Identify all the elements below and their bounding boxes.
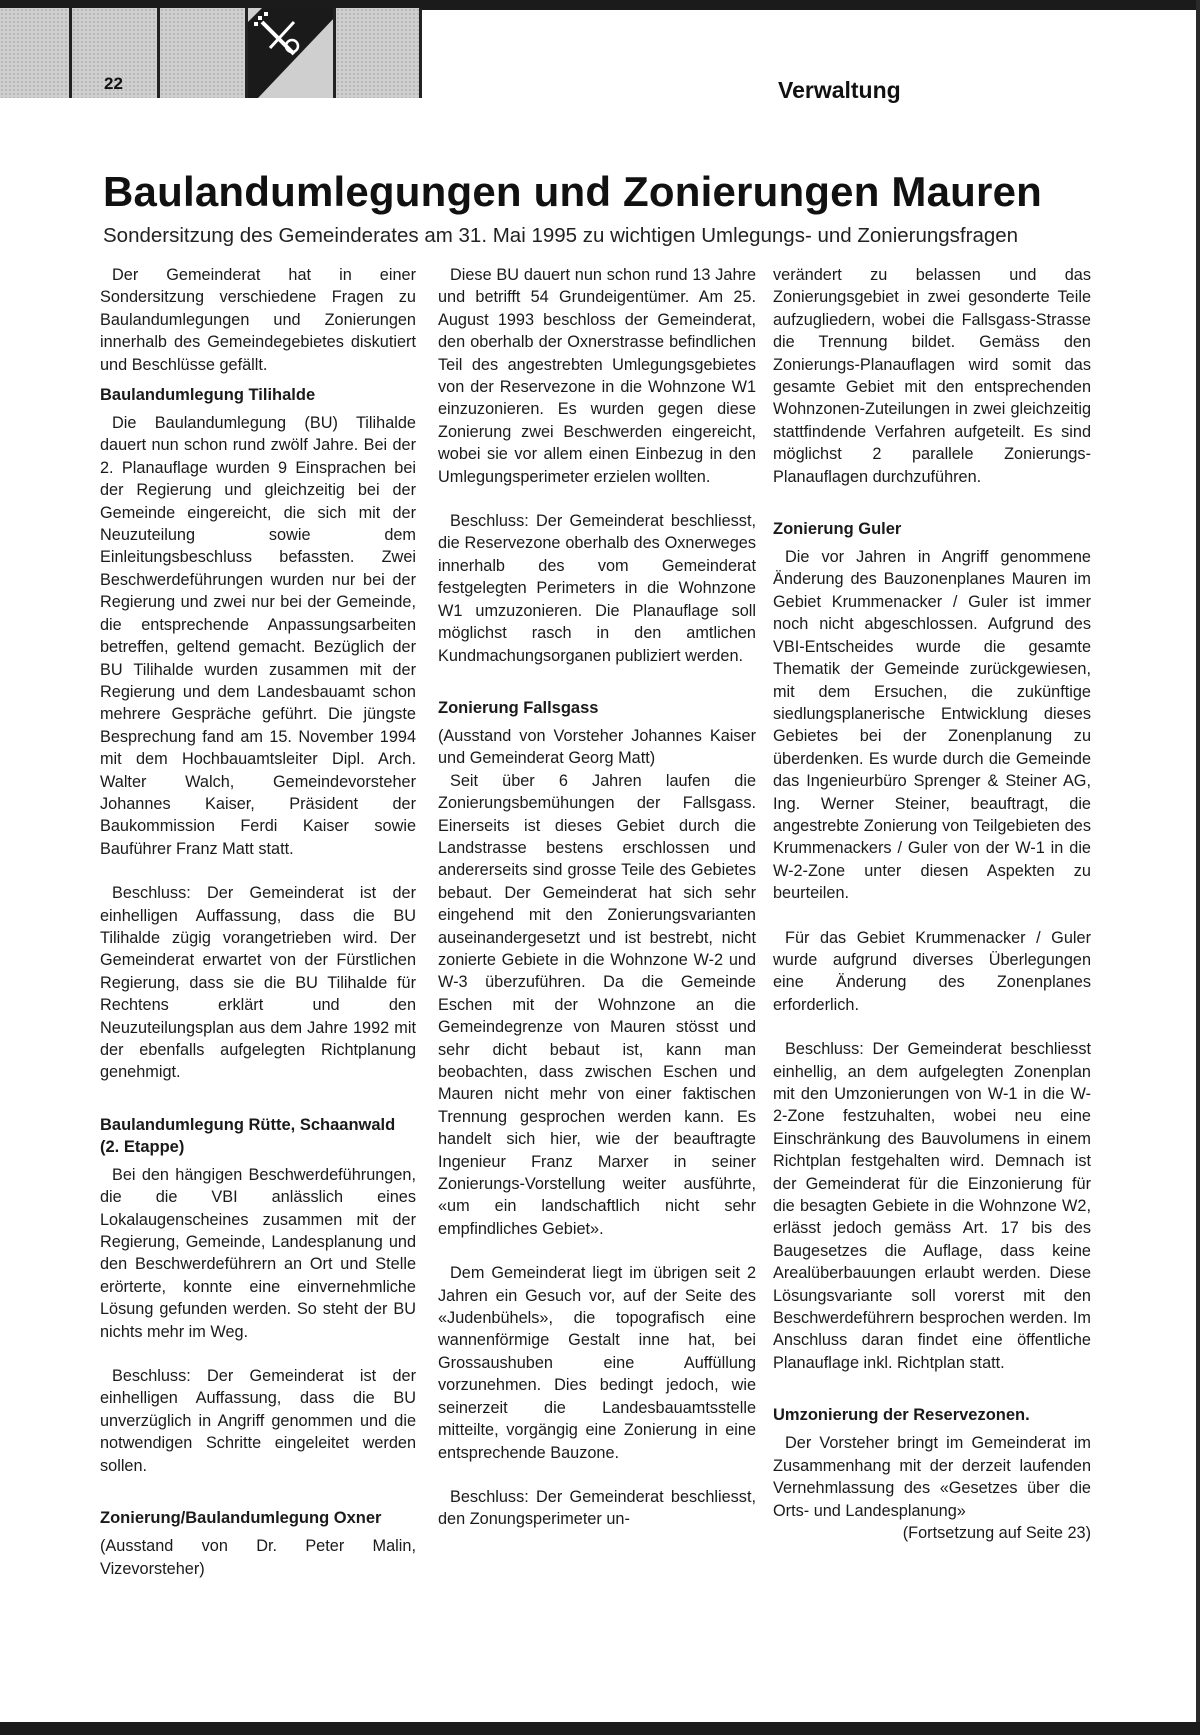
text-column-1 xyxy=(100,264,416,1580)
paragraph-reservezonen: Der Vorsteher bringt im Gemeinderat im Zusammenhang mit der derzeit laufenden Vernehmlassung des «Gesetzes über die Orts- und Landesplanung» xyxy=(773,1434,1091,1520)
header-cell xyxy=(336,8,422,98)
municipal-crest-icon xyxy=(248,8,336,98)
intro-paragraph: Der Gemeinderat hat in einer Sondersitzung verschiedene Fragen zu Baulandumlegungen und Zonierungen innerhalb des Gemeindegebietes diskutiert und Beschlüsse gefällt. xyxy=(100,266,416,374)
header-cell xyxy=(0,8,72,98)
section-label: Verwaltung xyxy=(778,77,901,103)
continued-note: (Fortsetzung auf Seite 23) xyxy=(902,1523,1091,1542)
article-title: Baulandumlegungen und Zonierungen Mauren xyxy=(103,168,1042,215)
paragraph-fallsgass: Seit über 6 Jahren laufen die Zonierungsbemühungen der Fallsgass. Einerseits ist dieses Gebiet durch die Landstrasse bestens erschlossen und andererseits sind grosse Teile des Gebietes bebaut. Der Gemeinderat hat sich sehr eingehend mit den Zonierungsvarianten auseinandergesetzt und ist bestrebt, nicht zonierte Gebiete in die Wohnzone W-2 und W-3 überzuführen. Da die Gemeinde Eschen mit der Wohnzone an die Gemeindegrenze von Mauren stösst und sehr dicht bebaut ist, kann man beobachten, dass zwischen Eschen und Mauren nicht mehr von einer faktischen Trennung gesprochen werden kann. Es handelt sich hier, wie der beauftragte Ingenieur Franz Marxer in seiner Zonierungs-Vorstellung weiter ausführte, «um ein landschaftlich nicht sehr empfindliches Gebiet». xyxy=(438,771,756,1238)
ausstand-oxner: (Ausstand von Dr. Peter Malin, Vizevorsteher) xyxy=(100,1537,416,1578)
scan-border-bottom xyxy=(0,1722,1200,1735)
paragraph-guler-2: Für das Gebiet Krummenacker / Guler wurde aufgrund diverses Überlegungen eine Änderung des Zonenplanes erforderlich. xyxy=(773,928,1091,1014)
heading-oxner: Zonierung/Baulandumlegung Oxner xyxy=(100,1509,382,1528)
header-strip xyxy=(0,8,422,98)
paragraph-oxner: Diese BU dauert nun schon rund 13 Jahre und betrifft 54 Grundeigentümer. Am 25. August 1993 beschloss der Gemeinderat, den oberhalb der Oxnerstrasse befindlichen Teil des angestrebten Umlegungsgebietes von der Reservezone in die Wohnzone W1 einzuzonieren. Es wurden gegen diese Zonierung zwei Beschwerden eingereicht, wobei sie vor allem einen Einbezug in den Umlegungsperimeter erzielen wollten. xyxy=(438,266,756,486)
heading-tilihalde: Baulandumlegung Tilihalde xyxy=(100,386,316,405)
text-column-3 xyxy=(773,264,1091,1544)
heading-fallsgass: Zonierung Fallsgass xyxy=(438,698,599,717)
page-number: 22 xyxy=(104,74,123,93)
paragraph-guler: Die vor Jahren in Angriff genommene Änderung des Bauzonenplanes Mauren im Gebiet Krummenacker / Guler ist immer noch nicht abgeschlossen. Aufgrund des VBI-Entscheides wurde die gesamte Thematik der Gemeinde zurückgewiesen, mit dem Ersuchen, die zukünftige siedlungsplanerische Entwicklung dieses Gebietes bei der Zonenplanung zu überdenken. Es wurde durch die Gemeinde das Ingenieurbüro Sprenger & Steiner AG, Ing. Werner Steiner, beauftragt, die angestrebte Zonierung von Teilgebieten des Krummenackers / Guler von der W-1 in die W-2-Zone unter diesen Aspekten zu beurteilen. xyxy=(773,548,1091,903)
paragraph-fallsgass-2: Dem Gemeinderat liegt im übrigen seit 2 Jahren ein Gesuch vor, auf der Seite des «Judenbühels», die topografisch eine wannenförmige Gestalt inne hat, bei Grossaushuben eine Auffüllung vorzunehmen. Dies bedingt jedoch, wie seinerzeit die Landesbauamtsstelle mitteilte, vorgängig eine Zonierung in eine entsprechende Bauzone. xyxy=(438,1264,756,1462)
heading-ruette: Baulandumlegung Rütte, Schaanwald (2. Etappe) xyxy=(100,1115,396,1156)
beschluss-ruette: Beschluss: Der Gemeinderat ist der einhelligen Auffassung, dass die BU unverzüglich in Angriff genommen und die notwendigen Schritte eingeleitet werden sollen. xyxy=(100,1367,416,1475)
beschluss-fallsgass-end: verändert zu belassen und das Zonierungsgebiet in zwei gesonderte Teile aufzugliedern, wobei die Fallsgass-Strasse die Trennung bildet. Gemäss den Zonierungs-Planauflagen wird somit das gesamte Gebiet mit den entsprechenden Wohnzonen-Zuteilungen in zwei gleichzeitig stattfindende Verfahren aufgeteilt. Es sind möglichst 2 parallele Zonierungs-Planauflagen durchzuführen. xyxy=(773,266,1091,486)
beschluss-oxner: Beschluss: Der Gemeinderat beschliesst, die Reservezone oberhalb des Oxnerweges innerhalb des vom Gemeinderat festgelegten Perimeters in die Wohnzone W1 umzuzonieren. Die Planauflage soll möglichst rasch in den amtlichen Kundmachungsorganen publiziert werden. xyxy=(438,512,756,665)
heading-reservezonen: Umzonierung der Reservezonen. xyxy=(773,1406,1030,1425)
beschluss-tilihalde: Beschluss: Der Gemeinderat ist der einhelligen Auffassung, dass die BU Tilihalde zügig vorangetrieben wird. Der Gemeinderat erwartet von der Fürstlichen Regierung, dass sie die BU Tilihalde für Rechtens erklärt und den Neuzuteilungsplan aus dem Jahre 1992 mit der ebenfalls aufgelegten Richtplanung genehmigt. xyxy=(100,884,416,1082)
beschluss-guler: Beschluss: Der Gemeinderat beschliesst einhellig, an dem aufgelegten Zonenplan mit den Umzonierungen von W-1 in die W-2-Zone festzuhalten, wobei neu eine Einschränkung des Bauvolumens in einem Richtplan festgehalten wird. Demnach ist der Gemeinderat für die Einzonierung für die besagten Gebiete in die Wohnzone W2, erlässt jedoch gemäss Art. 17 bis des Baugesetzes die Auflage, dass keine Arealüberbauungen erlaubt werden. Diese Lösungsvariante soll vorerst mit den Beschwerdeführern besprochen werden. Im Anschluss daran findet eine öffentliche Planauflage inkl. Richtplan statt. xyxy=(773,1040,1091,1372)
ausstand-fallsgass: (Ausstand von Vorsteher Johannes Kaiser und Gemeinderat Georg Matt) xyxy=(438,726,756,768)
article-subtitle: Sondersitzung des Gemeinderates am 31. Mai 1995 zu wichtigen Umlegungs- und Zonierungsfragen xyxy=(103,224,1019,247)
heading-guler: Zonierung Guler xyxy=(773,520,902,539)
header-crest-cell xyxy=(248,8,336,98)
paragraph-ruette: Bei den hängigen Beschwerdeführungen, die die VBI anlässlich eines Lokalaugenscheines zusammen mit der Regierung, Gemeinde, Landesplanung und den Beschwerdeführern an Ort und Stelle erörterte, konnte eine einvernehmliche Lösung gefunden werden. So steht der BU nichts mehr im Weg. xyxy=(100,1165,416,1341)
header-cell xyxy=(160,8,248,98)
paragraph-tilihalde: Die Baulandumlegung (BU) Tilihalde dauert nun schon rund zwölf Jahre. Bei der 2. Planauflage wurden 9 Einsprachen bei der Regierung und gleichzeitig bei der Gemeinde eingereicht, die sich mit der Neuzuteilung sowie dem Einleitungsbeschluss befassten. Zwei Beschwerdeführungen wurden nur bei der Regierung und zwei nur bei der Gemeinde, die entsprechende Anpassungsarbeiten betreffen, geltend gemacht. Bezüglich der BU Tilihalde wurden zusammen mit der Regierung und dem Landesbauamt schon mehrere Gespräche geführt. Die jüngste Besprechung fand am 15. November 1994 mit dem Hochbauamtsleiter Dipl. Arch. Walter Walch, Gemeindevorsteher Johannes Kaiser, Präsident der Baukommission Ferdi Kaiser sowie Bauführer Franz Matt statt. xyxy=(100,414,416,858)
text-column-2 xyxy=(438,264,756,1531)
beschluss-fallsgass-start: Beschluss: Der Gemeinderat beschliesst, den Zonungsperimeter un- xyxy=(438,1487,756,1529)
scan-border-right xyxy=(1196,0,1200,1735)
